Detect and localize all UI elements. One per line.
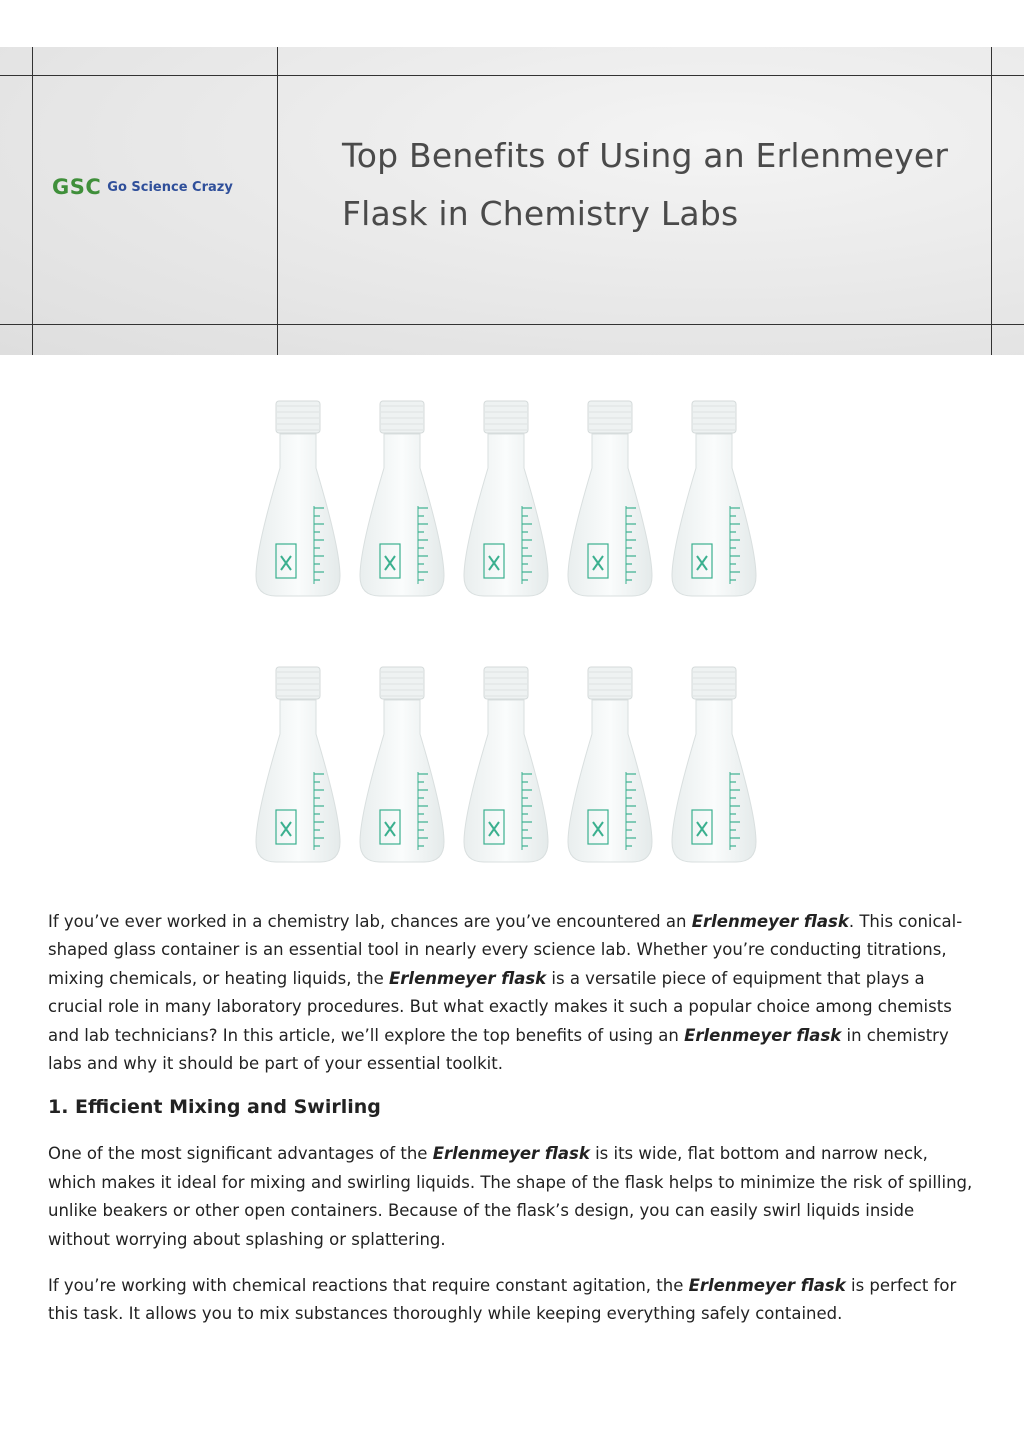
section-heading: 1. Efficient Mixing and Swirling bbox=[48, 1096, 381, 1119]
flask-icon bbox=[566, 664, 654, 864]
flask-row-bottom bbox=[254, 664, 774, 866]
flask-image bbox=[254, 398, 774, 866]
keyword-link[interactable]: Erlenmeyer flask bbox=[688, 1276, 846, 1296]
text-run: is its wide, flat bottom and narrow neck, which makes it ideal for mixing and swirling liquids. The shape of the flask helps to minimize the risk of spilling, unlike beakers or other open containers. Because of the flask’s design, you can easily swirl liquids inside without worrying about splashing or splattering. bbox=[48, 1144, 973, 1249]
text-run: is a versatile piece of equipment that plays a crucial role in many laboratory procedures. But what exactly makes it such a popular choice among chemists and lab technicians? In this article, we’ll explore the top benefits of using an bbox=[48, 968, 952, 1045]
keyword-link[interactable]: Erlenmeyer flask bbox=[432, 1144, 590, 1164]
section-paragraph-1 bbox=[48, 1140, 978, 1254]
page-header bbox=[0, 47, 1024, 355]
flask-icon bbox=[670, 664, 758, 864]
flask-icon bbox=[358, 398, 446, 598]
flask-icon bbox=[566, 398, 654, 598]
text-run: If you’re working with chemical reactions that require constant agitation, the bbox=[48, 1276, 689, 1296]
flask-icon bbox=[358, 664, 446, 864]
flask-row-top bbox=[254, 398, 774, 600]
frame-line-bottom bbox=[0, 324, 1024, 325]
flask-icon bbox=[254, 664, 342, 864]
keyword-link[interactable]: Erlenmeyer flask bbox=[389, 968, 547, 988]
site-logo[interactable] bbox=[52, 175, 233, 199]
page-title: Top Benefits of Using an Erlenmeyer Flask in Chemistry Labs bbox=[342, 136, 949, 233]
text-run: If you’ve ever worked in a chemistry lab, chances are you’ve encountered an bbox=[48, 912, 692, 931]
text-run: One of the most significant advantages of the bbox=[48, 1144, 433, 1164]
article-body bbox=[48, 908, 978, 1347]
text-run: . This conical-shaped glass container is an essential tool in nearly every science lab. Whether you’re conducting titrations, mixing chemicals, or heating liquids, the bbox=[48, 912, 963, 988]
keyword-link[interactable]: Erlenmeyer flask bbox=[691, 912, 849, 931]
section-paragraph-2 bbox=[48, 1272, 978, 1329]
intro-paragraph bbox=[48, 908, 978, 1078]
text-run: in chemistry labs and why it should be part of your essential toolkit. bbox=[48, 1025, 949, 1074]
keyword-link[interactable]: Erlenmeyer flask bbox=[684, 1025, 842, 1045]
flask-icon bbox=[670, 398, 758, 598]
frame-line-top bbox=[0, 75, 1024, 76]
flask-icon bbox=[462, 664, 550, 864]
text-run: is perfect for this task. It allows you to mix substances thoroughly while keeping everything safely contained. bbox=[48, 1276, 957, 1324]
frame-line-right bbox=[991, 47, 992, 355]
logo-abbr: GSC bbox=[52, 175, 102, 199]
frame-line-middle bbox=[277, 47, 278, 355]
flask-icon bbox=[462, 398, 550, 598]
flask-icon bbox=[254, 398, 342, 598]
frame-line-left bbox=[32, 47, 33, 355]
logo-name: Go Science Crazy bbox=[107, 179, 233, 195]
